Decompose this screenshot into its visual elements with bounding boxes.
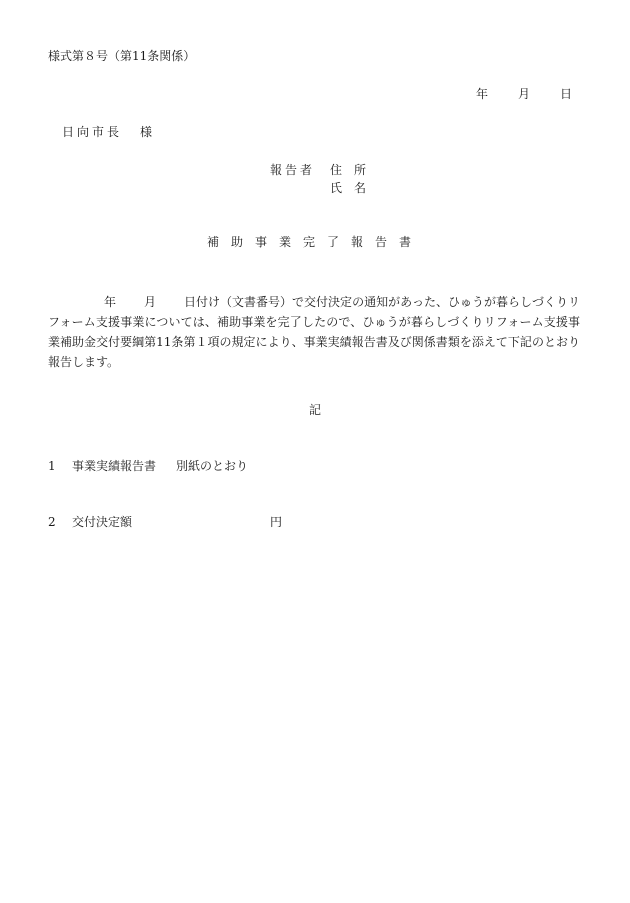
date-year-label: 年 <box>475 87 488 101</box>
addressee-name: 日向市長 <box>62 125 123 139</box>
addressee-honorific: 様 <box>140 125 153 139</box>
form-number: 様式第８号（第11条関係） <box>48 49 196 63</box>
body-year-label: 年 <box>104 295 117 309</box>
item-value: 別紙のとおり <box>176 459 249 473</box>
item-label: 交付決定額 <box>72 515 133 529</box>
date-line <box>476 86 572 102</box>
body-text: 日付け（文書番号）で交付決定の通知があった、ひゅうが暮らしづくりリフォーム支援事業については、補助事業を完了したので、ひゅうが暮らしづくりリフォーム支援事業補助金交付要綱第11条第１項の規定により、事業実績報告書及び関係書類を添えて下記のとおり報告します。 <box>48 295 580 369</box>
item-number: 2 <box>48 515 56 529</box>
ki-heading: 記 <box>308 403 321 417</box>
document-title: 補助事業完了報告書 <box>206 235 423 249</box>
item-number: 1 <box>48 459 56 473</box>
reporter-name-label: 氏 名 <box>330 181 367 195</box>
item-value: 円 <box>270 515 283 529</box>
list-item <box>48 514 282 530</box>
item-label: 事業実績報告書 <box>72 459 157 473</box>
date-month-label: 月 <box>517 87 530 101</box>
reporter-label: 報告者 <box>270 163 316 177</box>
date-day-label: 日 <box>559 87 572 101</box>
reporter-address-line <box>270 162 366 178</box>
addressee <box>62 124 152 140</box>
reporter-address-label: 住 所 <box>330 163 367 177</box>
list-item <box>48 458 248 474</box>
reporter-name-line <box>330 180 366 196</box>
body-month-label: 月 <box>144 295 157 309</box>
body-paragraph <box>48 292 580 372</box>
